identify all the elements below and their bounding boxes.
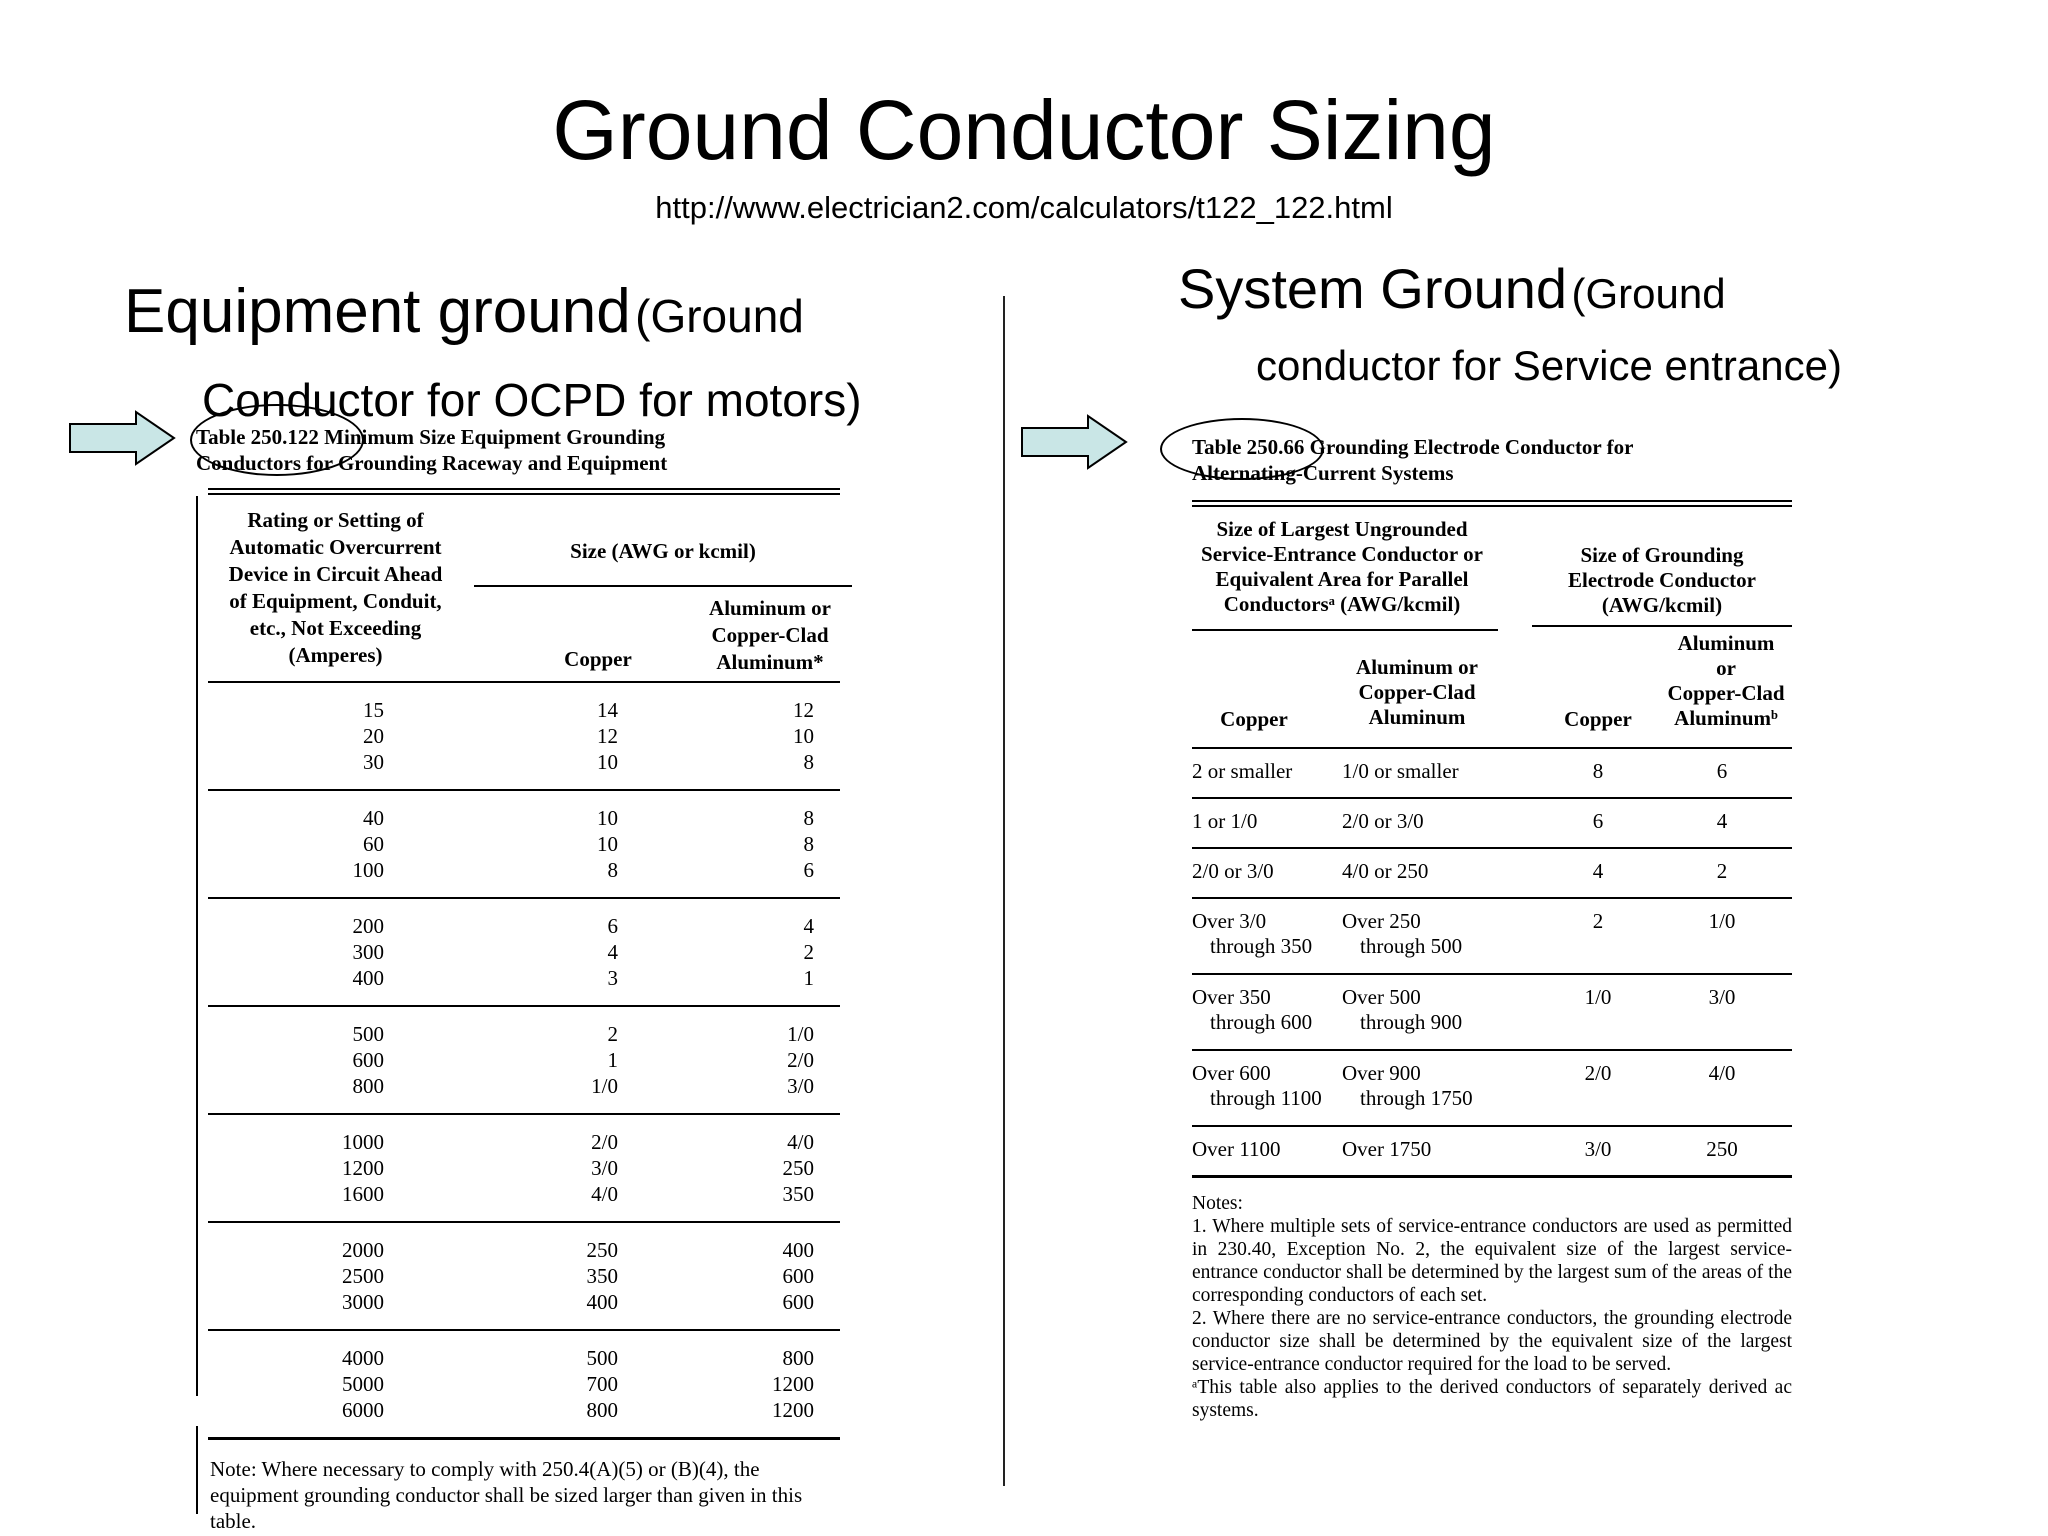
- table-id: Table 250.122: [196, 425, 319, 449]
- copper-cell: 4: [607, 940, 618, 964]
- aluminum-cell: 8: [803, 806, 814, 830]
- rating-cell: 1000: [342, 1130, 384, 1154]
- table-caption: [1192, 434, 1792, 486]
- table-row: [208, 831, 840, 857]
- table-row: [208, 1263, 840, 1289]
- table-row: [1192, 749, 1792, 797]
- note-left-rule: [196, 1426, 198, 1514]
- source-url: http://www.electrician2.com/calculators/t122_122.html: [655, 190, 1393, 225]
- cell-line: 4/0 or 250: [1342, 859, 1429, 883]
- header-copper: Copper: [1220, 707, 1288, 731]
- electrode-aluminum-cell: 1/0: [1708, 909, 1736, 933]
- table-row: [208, 1129, 840, 1155]
- row-group: [196, 1331, 840, 1437]
- rating-cell: 200: [352, 914, 384, 938]
- aluminum-cell: 3/0: [787, 1074, 814, 1098]
- service-aluminum-cell: [1342, 909, 1542, 959]
- header-line: Automatic Overcurrent: [229, 535, 442, 559]
- electrode-copper-cell: 3/0: [1584, 1137, 1612, 1161]
- header-line: Copper-Clad: [1358, 680, 1476, 704]
- table-notes: [1192, 1192, 1792, 1422]
- table-row: [208, 1345, 840, 1371]
- cell-line: Over 1750: [1342, 1137, 1432, 1161]
- aluminum-cell: 4/0: [787, 1130, 814, 1154]
- copper-cell: 250: [586, 1238, 618, 1262]
- header-size: Size (AWG or kcmil): [570, 539, 756, 563]
- notes-label: Notes:: [1192, 1193, 1243, 1214]
- cell-line: Over 350: [1192, 985, 1271, 1009]
- table-row: [208, 1021, 840, 1047]
- rating-cell: 100: [352, 858, 384, 882]
- table-row: [208, 1181, 840, 1207]
- header-line: or: [1716, 656, 1736, 680]
- table-row: [1192, 1051, 1792, 1125]
- table-row: [208, 1289, 840, 1315]
- header-line: Aluminum or: [1356, 655, 1478, 679]
- copper-cell: 10: [597, 750, 618, 774]
- rating-cell: 2500: [342, 1264, 384, 1288]
- table-caption-line2: Conductors for Grounding Raceway and Equipment: [196, 451, 668, 475]
- copper-cell: 10: [597, 832, 618, 856]
- aluminum-cell: 350: [782, 1182, 814, 1206]
- aluminum-cell: 8: [803, 750, 814, 774]
- header-size-rule: [474, 585, 852, 587]
- table-bottom-rule: [208, 1437, 840, 1440]
- cell-line: through 500: [1360, 934, 1463, 958]
- electrode-aluminum-cell: 3/0: [1708, 985, 1736, 1009]
- right-arrow-icon: [1020, 414, 1128, 470]
- copper-cell: 800: [586, 1398, 618, 1422]
- table-header: [1192, 507, 1792, 747]
- cell-line: Over 600: [1192, 1061, 1271, 1085]
- copper-cell: 8: [607, 858, 618, 882]
- cell-line: 2 or smaller: [1192, 759, 1293, 783]
- header-line: Aluminumᵇ: [1674, 706, 1778, 730]
- table-row: [208, 723, 840, 749]
- header-line: Conductorsᵃ (AWG/kcmil): [1223, 592, 1461, 616]
- copper-cell: 700: [586, 1372, 618, 1396]
- service-aluminum-cell: [1342, 859, 1542, 884]
- rating-cell: 600: [352, 1048, 384, 1072]
- table-row: [208, 697, 840, 723]
- service-copper-cell: [1192, 759, 1342, 784]
- table-row: [1192, 975, 1792, 1049]
- copper-cell: 3/0: [591, 1156, 618, 1180]
- table-row: [1192, 1127, 1792, 1175]
- table-row: [208, 1155, 840, 1181]
- electrode-aluminum-cell: 4: [1716, 809, 1728, 833]
- header-aluminum: [688, 595, 852, 676]
- aluminum-cell: 1200: [772, 1398, 814, 1422]
- table-caption: [196, 424, 840, 476]
- rating-cell: 300: [352, 940, 384, 964]
- copper-cell: 12: [597, 724, 618, 748]
- aluminum-cell: 1/0: [787, 1022, 814, 1046]
- header-line: Equivalent Area for Parallel: [1215, 567, 1469, 591]
- copper-cell: 14: [597, 698, 618, 722]
- service-copper-cell: [1192, 909, 1342, 959]
- left-heading-line2: Conductor for OCPD for motors): [202, 374, 862, 426]
- cell-line: through 600: [1210, 1010, 1313, 1034]
- right-heading-main: System Ground: [1178, 257, 1568, 320]
- header-line: Copper-Clad: [1667, 681, 1785, 705]
- header-line: Aluminum: [1368, 705, 1466, 729]
- row-group: [196, 1007, 840, 1113]
- header-line: Service-Entrance Conductor or: [1201, 542, 1483, 566]
- table-top-rule: [1192, 500, 1792, 507]
- right-heading-line2: conductor for Service entrance): [1256, 342, 1842, 389]
- copper-cell: 1: [607, 1048, 618, 1072]
- service-copper-cell: [1192, 809, 1342, 834]
- table-row: [208, 1047, 840, 1073]
- header-line: Aluminum or: [709, 596, 831, 620]
- row-group: [196, 791, 840, 897]
- rating-cell: 15: [363, 698, 384, 722]
- table-id: Table 250.66: [1192, 435, 1305, 459]
- table-header: [208, 495, 840, 681]
- table-row: [208, 913, 840, 939]
- service-copper-cell: [1192, 985, 1342, 1035]
- note-2: 2. Where there are no service-entrance conductors, the grounding electrode conductor size shall be determined by the equivalent size of the largest service-entrance conductor required for the load to be served.: [1192, 1308, 1792, 1375]
- aluminum-cell: 8: [803, 832, 814, 856]
- header-line: Aluminum: [1677, 631, 1775, 655]
- rating-cell: 800: [352, 1074, 384, 1098]
- header-electrode: [1532, 543, 1792, 618]
- aluminum-cell: 4: [803, 914, 814, 938]
- aluminum-cell: 250: [782, 1156, 814, 1180]
- cell-line: Over 900: [1342, 1061, 1421, 1085]
- cell-line: 1 or 1/0: [1192, 809, 1258, 833]
- table-note: Note: Where necessary to comply with 250.4(A)(5) or (B)(4), the equipment grounding conductor shall be sized larger than given in this table.: [210, 1457, 803, 1533]
- rating-cell: 5000: [342, 1372, 384, 1396]
- left-heading-main: Equipment ground: [124, 277, 631, 346]
- header-group2-rule: [1532, 625, 1792, 627]
- equipment-ground-table: [196, 424, 840, 1534]
- header-line: Aluminum*: [716, 650, 824, 674]
- aluminum-cell: 600: [782, 1290, 814, 1314]
- table-row: [208, 1237, 840, 1263]
- rating-cell: 60: [363, 832, 384, 856]
- rating-cell: 20: [363, 724, 384, 748]
- table-row: [208, 749, 840, 775]
- aluminum-cell: 1200: [772, 1372, 814, 1396]
- cell-line: 2/0 or 3/0: [1192, 859, 1274, 883]
- service-aluminum-cell: [1342, 1137, 1542, 1162]
- table-top-rule: [208, 488, 840, 495]
- row-group: [196, 899, 840, 1005]
- system-ground-table: [1192, 434, 1792, 1422]
- table-row: [208, 857, 840, 883]
- rating-cell: 2000: [342, 1238, 384, 1262]
- service-aluminum-cell: [1342, 985, 1542, 1035]
- header-line: Size of Grounding: [1580, 543, 1744, 567]
- table-row: [1192, 849, 1792, 897]
- note-1: 1. Where multiple sets of service-entrance conductors are used as permitted in 230.40, Exception No. 2, the equivalent size of the largest service-entrance conductor shall be determined by the largest sum of the areas of the corresponding conductors of each set.: [1192, 1216, 1792, 1306]
- slide-title: Ground Conductor Sizing: [552, 83, 1496, 177]
- header-line: Copper-Clad: [711, 623, 829, 647]
- right-heading-paren: (Ground: [1571, 270, 1726, 317]
- copper-cell: 10: [597, 806, 618, 830]
- table-row: [208, 1397, 840, 1423]
- copper-cell: 400: [586, 1290, 618, 1314]
- cell-line: through 1100: [1210, 1086, 1322, 1110]
- electrode-copper-cell: 4: [1592, 859, 1604, 883]
- table-caption-text: Grounding Electrode Conductor for: [1309, 435, 1634, 459]
- aluminum-cell: 10: [793, 724, 814, 748]
- header-line: of Equipment, Conduit,: [229, 589, 442, 613]
- cell-line: through 350: [1210, 934, 1313, 958]
- table-caption-line2: Alternating-Current Systems: [1192, 461, 1454, 485]
- table-row: [1192, 799, 1792, 847]
- row-group: [196, 683, 840, 789]
- header-aluminum: [1342, 655, 1492, 730]
- electrode-copper-cell: 6: [1592, 809, 1604, 833]
- rating-cell: 1600: [342, 1182, 384, 1206]
- electrode-aluminum-cell: 4/0: [1708, 1061, 1736, 1085]
- row-rule: [1192, 1175, 1792, 1178]
- aluminum-cell: 400: [782, 1238, 814, 1262]
- rating-cell: 500: [352, 1022, 384, 1046]
- rating-cell: 40: [363, 806, 384, 830]
- header-line: (Amperes): [288, 643, 383, 667]
- copper-cell: 6: [607, 914, 618, 938]
- table-row: [1192, 899, 1792, 973]
- electrode-aluminum-cell: 2: [1716, 859, 1728, 883]
- copper-cell: 2/0: [591, 1130, 618, 1154]
- copper-cell: 3: [607, 966, 618, 990]
- aluminum-cell: 600: [782, 1264, 814, 1288]
- header-line: Size of Largest Ungrounded: [1216, 517, 1468, 541]
- left-heading-paren: (Ground: [635, 290, 804, 342]
- note-a: ᵃThis table also applies to the derived conductors of separately derived ac systems.: [1192, 1377, 1792, 1421]
- rating-cell: 1200: [342, 1156, 384, 1180]
- cell-line: Over 250: [1342, 909, 1421, 933]
- right-heading: [1178, 258, 2038, 397]
- rating-cell: 4000: [342, 1346, 384, 1370]
- copper-cell: 500: [586, 1346, 618, 1370]
- table-row: [208, 1371, 840, 1397]
- header-line: (AWG/kcmil): [1601, 593, 1723, 617]
- table-body: [196, 681, 840, 1437]
- cell-line: 1/0 or smaller: [1342, 759, 1459, 783]
- header-electrode-copper: Copper: [1564, 707, 1632, 731]
- cell-line: 2/0 or 3/0: [1342, 809, 1424, 833]
- aluminum-cell: 2/0: [787, 1048, 814, 1072]
- header-line: etc., Not Exceeding: [249, 616, 422, 640]
- header-group1-rule: [1192, 629, 1498, 631]
- rating-cell: 400: [352, 966, 384, 990]
- service-copper-cell: [1192, 1061, 1342, 1111]
- header-copper: Copper: [564, 647, 632, 671]
- electrode-copper-cell: 2: [1592, 909, 1604, 933]
- row-group: [196, 1115, 840, 1221]
- table-body: [1192, 749, 1792, 1178]
- table-row: [208, 1073, 840, 1099]
- aluminum-cell: 800: [782, 1346, 814, 1370]
- table-left-rule: [196, 496, 198, 1396]
- rating-cell: 6000: [342, 1398, 384, 1422]
- header-electrode-aluminum: [1652, 631, 1800, 731]
- service-copper-cell: [1192, 1137, 1342, 1162]
- header-line: Electrode Conductor: [1567, 568, 1756, 592]
- service-aluminum-cell: [1342, 809, 1542, 834]
- cell-line: through 1750: [1360, 1086, 1473, 1110]
- electrode-copper-cell: 2/0: [1584, 1061, 1612, 1085]
- cell-line: Over 1100: [1192, 1137, 1281, 1161]
- electrode-aluminum-cell: 250: [1706, 1137, 1738, 1161]
- cell-line: Over 500: [1342, 985, 1421, 1009]
- copper-cell: 4/0: [591, 1182, 618, 1206]
- table-row: [208, 939, 840, 965]
- electrode-aluminum-cell: 6: [1716, 759, 1728, 783]
- cell-line: Over 3/0: [1192, 909, 1267, 933]
- aluminum-cell: 1: [803, 966, 814, 990]
- electrode-copper-cell: 1/0: [1584, 985, 1612, 1009]
- row-group: [196, 1223, 840, 1329]
- electrode-copper-cell: 8: [1592, 759, 1604, 783]
- rating-cell: 3000: [342, 1290, 384, 1314]
- header-line: Rating or Setting of: [247, 508, 424, 532]
- service-aluminum-cell: [1342, 1061, 1542, 1111]
- table-caption-text: Minimum Size Equipment Grounding: [324, 425, 666, 449]
- service-copper-cell: [1192, 859, 1342, 884]
- table-row: [208, 805, 840, 831]
- table-row: [208, 965, 840, 991]
- copper-cell: 1/0: [591, 1074, 618, 1098]
- rating-cell: 30: [363, 750, 384, 774]
- copper-cell: 350: [586, 1264, 618, 1288]
- copper-cell: 2: [607, 1022, 618, 1046]
- aluminum-cell: 12: [793, 698, 814, 722]
- left-arrow-icon: [68, 410, 176, 466]
- center-divider: [1003, 296, 1005, 1486]
- aluminum-cell: 2: [803, 940, 814, 964]
- aluminum-cell: 6: [803, 858, 814, 882]
- cell-line: through 900: [1360, 1010, 1463, 1034]
- header-line: Device in Circuit Ahead: [228, 562, 443, 586]
- service-aluminum-cell: [1342, 759, 1542, 784]
- header-rating: [208, 507, 463, 669]
- header-service-entrance: [1192, 517, 1492, 617]
